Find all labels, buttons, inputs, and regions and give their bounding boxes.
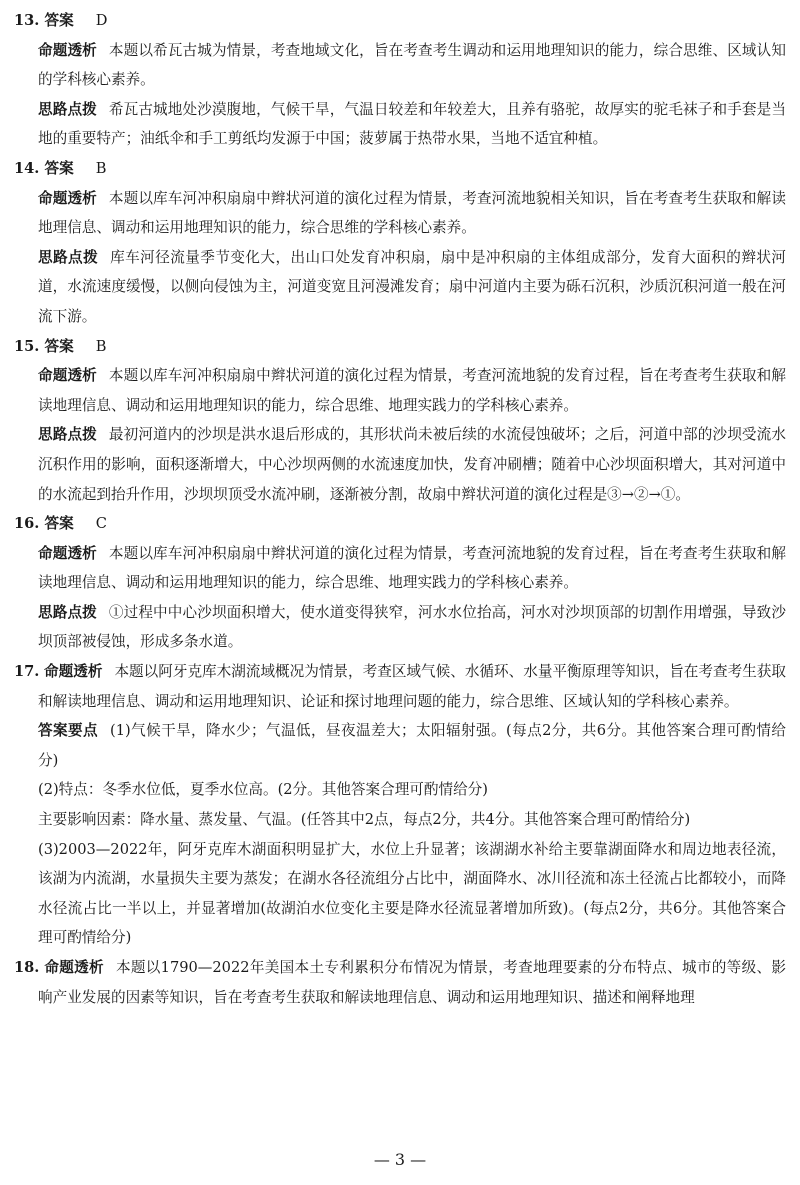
question-number: 14. (14, 159, 40, 177)
hint-label: 思路点拨 (38, 603, 97, 621)
question-15 (14, 332, 786, 510)
key-point-2b-text: 主要影响因素：降水量、蒸发量、气温。(任答其中2点，每点2分，共4分。其他答案合理可酌情给分) (38, 811, 691, 829)
analysis-text: 本题以希瓦古城为情景，考查地域文化，旨在考查考生调动和运用地理知识的能力，综合思维、区域认知的学科核心素养。 (38, 41, 786, 89)
answer-sheet-page (14, 6, 786, 1146)
analysis-label: 命题透析 (38, 41, 97, 59)
answer-value: B (95, 159, 107, 177)
key-point-3-text: (3)2003—2022年，阿牙克库木湖面积明显扩大，水位上升显著；该湖湖水补给主要靠湖面降水和周边地表径流，该湖为内流湖，水量损失主要为蒸发；在湖水各径流组分占比中，湖面降水、冰川径流和冻土径流占比都较小，而降水径流占比一半以上，并显著增加(故湖泊水位变化主要是降水径流显著增加所致)。(每点2分，共6分。其他答案合理可酌情给分) (38, 840, 786, 947)
question-15-header (14, 332, 786, 362)
question-13 (14, 6, 786, 154)
question-number: 15. (14, 337, 40, 355)
question-16-header (14, 509, 786, 539)
analysis-paragraph (14, 361, 786, 420)
key-points-paragraph-2b (14, 805, 786, 835)
question-number: 17. (14, 663, 40, 681)
question-16 (14, 509, 786, 657)
analysis-label: 命题透析 (38, 367, 97, 385)
key-point-2-text: (2)特点：冬季水位低，夏季水位高。(2分。其他答案合理可酌情给分) (38, 781, 488, 799)
hint-label: 思路点拨 (38, 426, 97, 444)
answer-label: 答案 (44, 12, 74, 29)
answer-label: 答案 (44, 337, 74, 355)
page-number: — 3 — (373, 1150, 427, 1169)
analysis-text: 本题以1790—2022年美国本土专利累积分布情况为情景，考查地理要素的分布特点、城市的等级、影响产业发展的因素等知识，旨在考查考生获取和解读地理信息、调动和运用地理知识、描述和阐释地理 (38, 959, 786, 1006)
question-13-header (14, 6, 786, 36)
answer-value: C (95, 515, 107, 533)
analysis-label: 命题透析 (38, 544, 97, 562)
answer-value: B (95, 337, 107, 355)
answer-label: 答案 (44, 159, 74, 177)
analysis-text: 本题以阿牙克库木湖流域概况为情景，考查区域气候、水循环、水量平衡原理等知识，旨在考查考生获取和解读地理信息、调动和运用地理知识、论证和探讨地理问题的能力，综合思维、区域认知的学科核心素养。 (38, 663, 786, 710)
analysis-label: 命题透析 (44, 663, 103, 681)
hint-label: 思路点拨 (38, 248, 99, 266)
hint-text: 希瓦古城地处沙漠腹地，气候干旱，气温日较差和年较差大，且养有骆驼，故厚实的驼毛袜子和手套是当地的重要特产；油纸伞和手工剪纸均发源于中国；菠萝属于热带水果，当地不适宜种植。 (38, 100, 786, 148)
key-points-paragraph-1 (14, 716, 786, 775)
question-number: 16. (14, 515, 40, 533)
analysis-paragraph (14, 184, 786, 243)
question-14 (14, 154, 786, 332)
hint-label: 思路点拨 (38, 100, 97, 118)
analysis-text: 本题以库车河冲积扇扇中辫状河道的演化过程为情景，考查河流地貌的发育过程，旨在考查考生获取和解读地理信息、调动和运用地理知识的能力，综合思维、地理实践力的学科核心素养。 (38, 367, 786, 414)
analysis-label: 命题透析 (38, 189, 97, 207)
answer-value: D (95, 12, 108, 29)
key-points-paragraph-2 (14, 775, 786, 805)
hint-paragraph (14, 598, 786, 657)
key-points-label: 答案要点 (38, 722, 98, 740)
hint-paragraph (14, 420, 786, 509)
question-14-header (14, 154, 786, 184)
hint-text: 最初河道内的沙坝是洪水退后形成的，其形状尚未被后续的水流侵蚀破坏；之后，河道中部的沙坝受流水沉积作用的影响，面积逐渐增大，中心沙坝两侧的水流速度加快，发育冲刷槽；随着中心沙坝面积增大，其对河道中的水流起到抬升作用，沙坝坝顶受水流冲刷，逐渐被分割，故扇中辫状河道的演化过程是③→②→①。 (38, 426, 786, 503)
question-number: 18. (14, 959, 40, 976)
hint-paragraph (14, 243, 786, 332)
analysis-paragraph (14, 539, 786, 598)
analysis-text: 本题以库车河冲积扇扇中辫状河道的演化过程为情景，考查河流地貌相关知识，旨在考查考生获取和解读地理信息、调动和运用地理知识的能力，综合思维的学科核心素养。 (38, 189, 786, 237)
hint-text: ①过程中中心沙坝面积增大，使水道变得狭窄，河水水位抬高，河水对沙坝顶部的切割作用增强，导致沙坝顶部被侵蚀，形成多条水道。 (38, 603, 786, 651)
question-17 (14, 657, 786, 953)
question-number: 13. (14, 12, 40, 29)
hint-paragraph (14, 95, 786, 154)
question-18 (14, 953, 786, 1012)
analysis-label: 命题透析 (44, 959, 104, 976)
analysis-paragraph (14, 36, 786, 95)
analysis-text: 本题以库车河冲积扇扇中辫状河道的演化过程为情景，考查河流地貌的发育过程，旨在考查考生获取和解读地理信息、调动和运用地理知识的能力，综合思维、地理实践力的学科核心素养。 (38, 544, 786, 592)
answer-label: 答案 (44, 515, 74, 533)
analysis-paragraph (14, 657, 786, 716)
hint-text: 库车河径流量季节变化大，出山口处发育冲积扇，扇中是冲积扇的主体组成部分，发育大面积的辫状河道，水流速度缓慢，以侧向侵蚀为主，河道变宽且河漫滩发育；扇中河道内主要为砾石沉积，沙质沉积河道一般在河流下游。 (38, 248, 786, 325)
analysis-paragraph (14, 953, 786, 1012)
key-points-paragraph-3 (14, 835, 786, 953)
key-point-1-text: (1)气候干旱，降水少；气温低，昼夜温差大；太阳辐射强。(每点2分，共6分。其他答案合理可酌情给分) (38, 722, 786, 769)
